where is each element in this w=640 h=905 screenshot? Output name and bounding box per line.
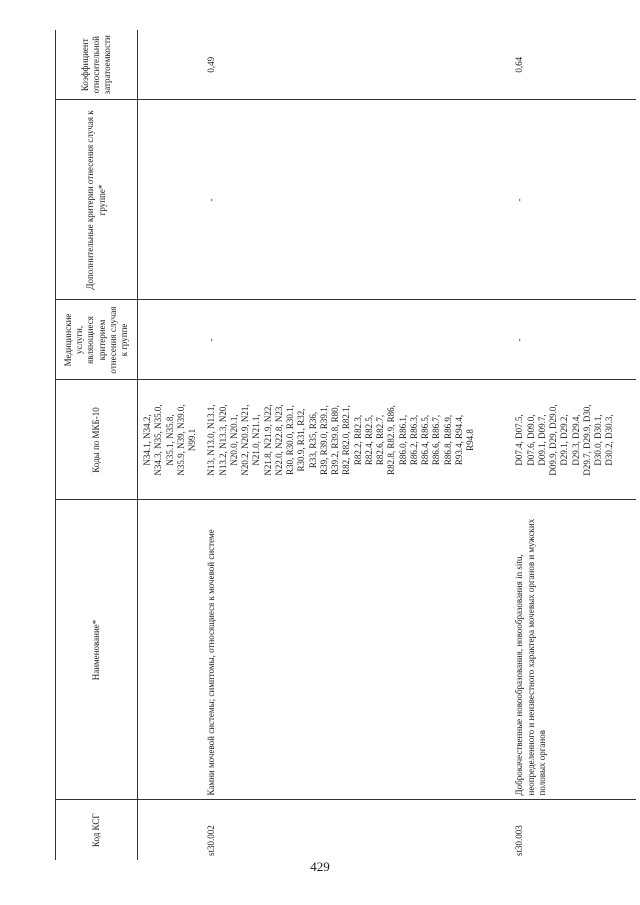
header-mkb: Коды по МКБ-10 [56,380,138,500]
cell-add: - [508,100,636,300]
cell-mkb: D07.4, D07.5, D07.6, D09.0, D09.1, D09.7, D09.9, D29, D29.0, D29.1, D29.2, D29.3, D29.4, D29.7, D29.9, D30, D30.0, D30.1, D30.2, D30.3, [508,380,636,500]
cell-name: Камни мочевой системы; симптомы, относящиеся к мочевой системе [200,500,508,800]
cell-mkb: N34.1, N34.2, N34.3, N35, N35.0, N35.1, N35.8, N35.9, N39, N39.0, N99.1 [138,380,201,500]
rotated-table-container [55,30,635,860]
cell-med: - [508,300,636,380]
cell-coef: 0,64 [508,30,636,100]
cell-code: st30.002 [206,825,217,856]
header-code: Код КСГ [56,800,138,860]
cell-add: - [200,100,508,300]
table-row [138,30,201,860]
table-row [508,30,636,860]
cell-code [138,800,201,860]
ksg-table [55,30,636,860]
header-coef: Коэффициент относительной затратоемкости [56,30,138,100]
table-header-row [56,30,138,860]
cell-coef: 0,49 [200,30,508,100]
page-number: 429 [310,859,330,874]
cell-name [138,500,201,800]
cell-med: - [200,300,508,380]
cell-med [138,300,201,380]
table-row [200,30,508,860]
header-name: Наименование* [56,500,138,800]
header-add: Дополнительные критерии отнесения случая к группе* [56,100,138,300]
header-med: Медицинские услуги, являющиеся критерием отнесения случая к группе [56,300,138,380]
cell-mkb: N13, N13.0, N13.1, N13.2, N13.3, N20, N20.0, N20.1, N20.2, N20.9, N21, N21.0, N21.1, N21.8, N21.9, N22, N22.0, N22.8, N23, R30, R30.0, R30.1, R30.9, R31, R32, R33, R35, R36, R39, R39.0, R39.1, R39.2, R39.8, R80, R82, R82.0, R82.1, R82.2, R82.3, R82.4, R82.5, R82.6, R82.7, R82.8, R82.9, R86, R86.0, R86.1, R86.2, R86.3, R86.4, R86.5, R86.6, R86.7, R86.8, R86.9, R93.4, R94.4, R94.8 [200,380,508,500]
cell-coef [138,30,201,100]
cell-add [138,100,201,300]
cell-name: Доброкачественные новообразования, новообразования in situ, неопределенного и неизвестного характера мочевых органов и мужских половых органов [508,500,636,800]
cell-code: st30.003 [514,825,525,856]
